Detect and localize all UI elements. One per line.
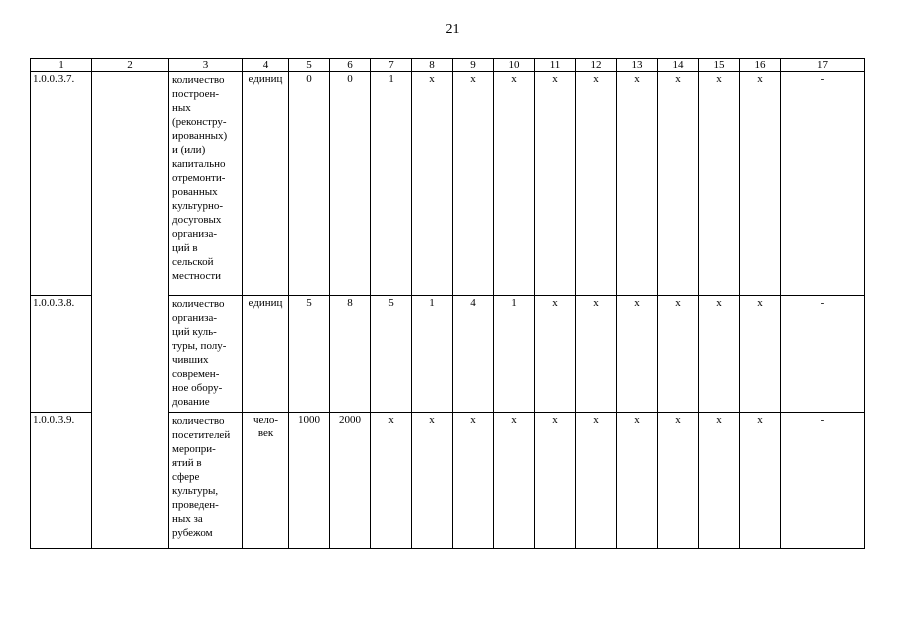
column-number-cell: 14 — [658, 59, 699, 72]
column-number-cell: 9 — [453, 59, 494, 72]
value-cell: 1 — [494, 296, 535, 413]
column-number-cell: 2 — [92, 59, 169, 72]
value-cell: 5 — [371, 296, 412, 413]
indicator-name-line: ных — [172, 102, 191, 114]
indicator-name-line: меропри- — [172, 443, 216, 455]
value-cell: x — [576, 413, 617, 549]
column-number-cell: 17 — [781, 59, 865, 72]
indicator-name-line: ное обору- — [172, 382, 223, 394]
column-number-cell: 13 — [617, 59, 658, 72]
indicator-name-line: досуговых — [172, 214, 222, 226]
indicator-name-line: культурно- — [172, 200, 224, 212]
page-number: 21 — [445, 22, 460, 37]
value-cell: x — [494, 413, 535, 549]
indicator-name-line: культуры, — [172, 485, 219, 497]
value-cell: 8 — [330, 296, 371, 413]
value-cell: x — [658, 296, 699, 413]
indicator-name-line: туры, полу- — [172, 340, 227, 352]
value-cell: x — [535, 413, 576, 549]
value-cell: - — [781, 413, 865, 549]
value-cell: x — [740, 296, 781, 413]
indicator-name-line: дование — [172, 396, 210, 408]
indicator-name-line: рованных — [172, 186, 218, 198]
unit-line: единиц — [248, 73, 283, 85]
indicator-name-line: посетителей — [172, 429, 231, 441]
indicator-name-line: организа- — [172, 228, 218, 240]
column-number-cell: 1 — [31, 59, 92, 72]
column-number-cell: 7 — [371, 59, 412, 72]
indicator-name-line: и (или) — [172, 144, 206, 156]
indicator-name-line: чивших — [172, 354, 209, 366]
indicator-name-line: ированных) — [172, 130, 228, 142]
value-cell: x — [412, 72, 453, 296]
indicator-name-line: сельской — [172, 256, 214, 268]
unit-of-measure — [243, 413, 289, 549]
indicator-name-line: местности — [172, 270, 222, 282]
value-cell: x — [740, 72, 781, 296]
indicator-code: 1.0.0.3.8. — [31, 296, 92, 413]
value-cell: x — [617, 72, 658, 296]
indicator-name-line: количество — [172, 415, 225, 427]
value-cell: x — [576, 296, 617, 413]
indicator-name-line: ятий в — [172, 457, 202, 469]
value-cell: 1000 — [289, 413, 330, 549]
value-cell: x — [740, 413, 781, 549]
value-cell: x — [371, 413, 412, 549]
value-cell: 4 — [453, 296, 494, 413]
table-row — [31, 72, 865, 296]
empty-column-2-cell — [92, 72, 169, 549]
value-cell: 0 — [330, 72, 371, 296]
unit-of-measure — [243, 296, 289, 413]
indicator-code: 1.0.0.3.9. — [31, 413, 92, 549]
value-cell: x — [453, 413, 494, 549]
indicator-name — [169, 296, 243, 413]
indicator-name-line: организа- — [172, 312, 218, 324]
indicator-name-line: (реконстру- — [172, 116, 227, 128]
column-number-row — [31, 59, 865, 72]
indicator-name-line: количество — [172, 298, 225, 310]
value-cell: 1 — [412, 296, 453, 413]
unit-line: век — [257, 427, 274, 439]
value-cell: x — [617, 296, 658, 413]
column-number-cell: 11 — [535, 59, 576, 72]
value-cell: 1 — [371, 72, 412, 296]
indicator-name — [169, 413, 243, 549]
value-cell: x — [617, 413, 658, 549]
value-cell: 2000 — [330, 413, 371, 549]
value-cell: x — [658, 413, 699, 549]
column-number-cell: 12 — [576, 59, 617, 72]
value-cell: - — [781, 296, 865, 413]
indicator-name-line: капитально — [172, 158, 226, 170]
value-cell: x — [699, 296, 740, 413]
column-number-cell: 8 — [412, 59, 453, 72]
column-number-cell: 10 — [494, 59, 535, 72]
indicator-name — [169, 72, 243, 296]
value-cell: x — [576, 72, 617, 296]
indicator-name-line: сфере — [172, 471, 200, 483]
column-number-cell: 15 — [699, 59, 740, 72]
value-cell: x — [535, 72, 576, 296]
indicator-name-line: проведен- — [172, 499, 219, 511]
indicator-name-line: количество — [172, 74, 225, 86]
indicator-name-line: современ- — [172, 368, 220, 380]
value-cell: x — [494, 72, 535, 296]
indicator-name-line: рубежом — [172, 527, 213, 539]
column-number-cell: 4 — [243, 59, 289, 72]
value-cell: 5 — [289, 296, 330, 413]
column-number-cell: 3 — [169, 59, 243, 72]
value-cell: x — [535, 296, 576, 413]
indicator-name-line: построен- — [172, 88, 220, 100]
value-cell: x — [699, 72, 740, 296]
unit-line: единиц — [248, 297, 283, 309]
column-number-cell: 16 — [740, 59, 781, 72]
indicators-table — [30, 58, 865, 549]
indicator-code: 1.0.0.3.7. — [31, 72, 92, 296]
value-cell: 0 — [289, 72, 330, 296]
value-cell: x — [658, 72, 699, 296]
indicator-name-line: отремонти- — [172, 172, 226, 184]
indicator-name-line: ций в — [172, 242, 198, 254]
unit-of-measure — [243, 72, 289, 296]
column-number-cell: 5 — [289, 59, 330, 72]
value-cell: x — [412, 413, 453, 549]
indicator-name-line: ных за — [172, 513, 203, 525]
value-cell: - — [781, 72, 865, 296]
value-cell: x — [453, 72, 494, 296]
indicator-name-line: ций куль- — [172, 326, 217, 338]
value-cell: x — [699, 413, 740, 549]
column-number-cell: 6 — [330, 59, 371, 72]
unit-line: чело- — [252, 414, 279, 426]
